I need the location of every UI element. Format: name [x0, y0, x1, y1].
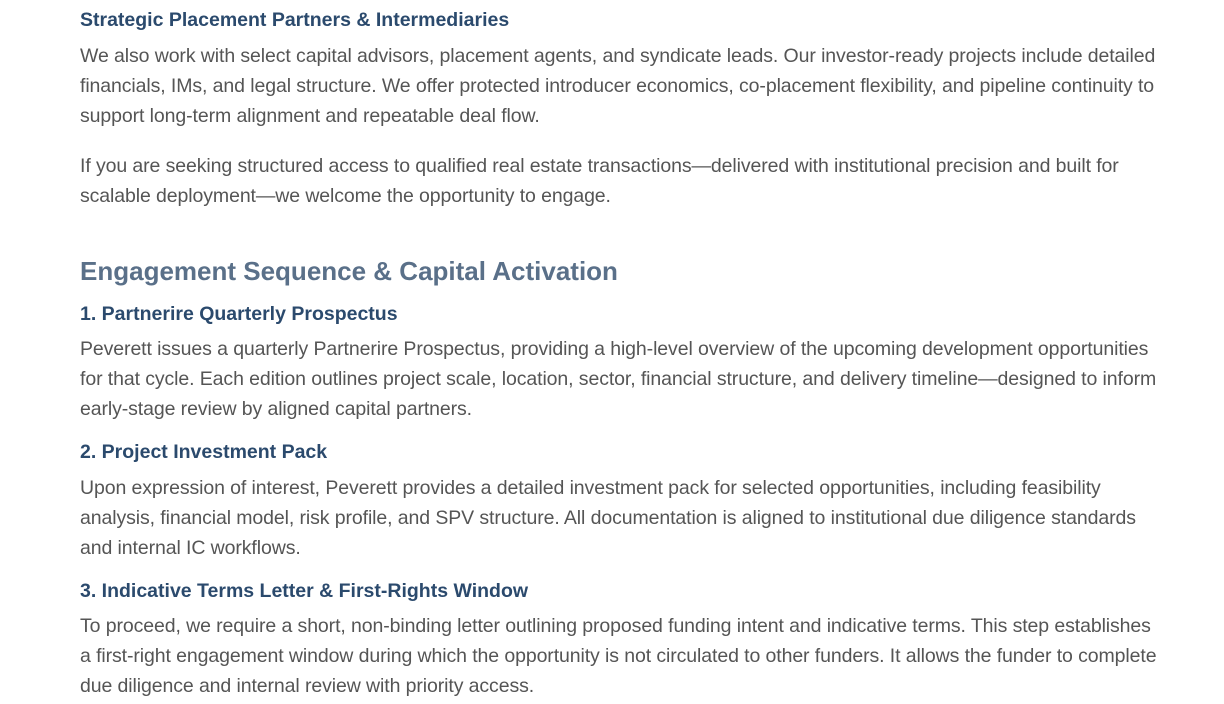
partners-closing-paragraph: If you are seeking structured access to qualified real estate transactions—delivered with institutional precision and built for scalable deployment—we welcome the opportunity to engage.	[80, 155, 1119, 207]
step-2-body: Upon expression of interest, Peverett provides a detailed investment pack for selected opportunities, including feasibility analysis, financial model, risk profile, and SPV structure. All documentation is aligned to institutional due diligence standards and internal IC workflows.	[80, 477, 1136, 559]
partners-paragraph: We also work with select capital advisors, placement agents, and syndicate leads. Our investor-ready projects include detailed financials, IMs, and legal structure. We offer protected introducer economics, co-placement flexibility, and pipeline continuity to support long-term alignment and repeatable deal flow.	[80, 45, 1156, 127]
step-3-body: To proceed, we require a short, non-binding letter outlining proposed funding intent and indicative terms. This step establishes a first-right engagement window during which the opportunity is not circulated to other funders. It allows the funder to complete due diligence and internal review with priority access.	[80, 615, 1157, 697]
step-1-body: Peverett issues a quarterly Partnerire Prospectus, providing a high-level overview of the upcoming development opportunities for that cycle. Each edition outlines project scale, location, sector, financial structure, and delivery timeline—designed to inform early-stage review by aligned capital partners.	[80, 338, 1157, 420]
engagement-section-title: Engagement Sequence & Capital Activation	[80, 256, 618, 286]
step-1-heading: 1. Partnerire Quarterly Prospectus	[80, 303, 398, 325]
step-3-heading: 3. Indicative Terms Letter & First-Rights Window	[80, 580, 529, 602]
partners-heading: Strategic Placement Partners & Intermediaries	[80, 9, 510, 31]
step-2-heading: 2. Project Investment Pack	[80, 441, 328, 463]
